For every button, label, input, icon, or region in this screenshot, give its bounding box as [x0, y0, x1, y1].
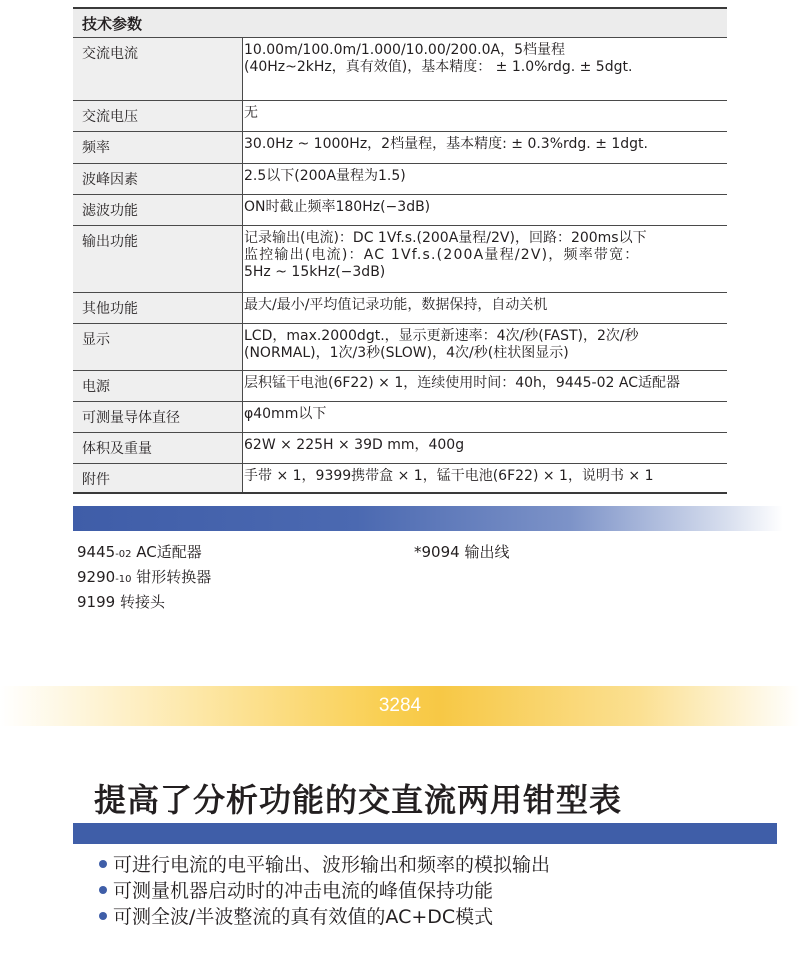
- spec-key: 交流电压: [73, 101, 243, 131]
- spec-key: 滤波功能: [73, 195, 243, 225]
- spec-value-line: ON时截止频率180Hz(−3dB): [244, 199, 431, 215]
- spec-value-line: φ40mm以下: [244, 406, 327, 422]
- spec-value: [243, 164, 727, 194]
- spec-value-line: LCD，max.2000dgt.，显示更新速率：4次/秒(FAST)，2次/秒: [244, 328, 639, 344]
- spec-value: [243, 226, 727, 292]
- spec-value-line: (40Hz~2kHz，真有效值)，基本精度： ± 1.0%rdg. ± 5dgt.: [244, 59, 633, 75]
- spec-row: [73, 463, 727, 494]
- spec-value-line: 手带 × 1，9399携带盒 × 1，锰干电池(6F22) × 1，说明书 × 1: [244, 468, 654, 484]
- feature-text: 可进行电流的电平输出、波形输出和频率的模拟输出: [113, 854, 551, 876]
- spec-table-body: [73, 37, 727, 494]
- spec-row: [73, 194, 727, 225]
- spec-value: [243, 402, 727, 432]
- spec-key: 电源: [73, 371, 243, 401]
- spec-value-line: 最大/最小/平均值记录功能，数据保持，自动关机: [244, 297, 548, 313]
- accessory-item: [77, 566, 211, 591]
- accessory-name: 输出线: [459, 543, 510, 561]
- spec-row: [73, 163, 727, 194]
- spec-row: [73, 401, 727, 432]
- bullet-icon: [99, 860, 107, 868]
- spec-table: [73, 7, 727, 494]
- spec-value: [243, 464, 727, 492]
- feature-item: [99, 852, 550, 878]
- accessory-list-right: [414, 541, 509, 566]
- accessory-name: AC适配器: [131, 543, 202, 561]
- spec-key: 频率: [73, 132, 243, 163]
- spec-key: 波峰因素: [73, 164, 243, 194]
- accessory-suffix: -10: [115, 574, 132, 585]
- accessory-suffix: -02: [115, 549, 132, 560]
- spec-key: 附件: [73, 464, 243, 492]
- spec-value: [243, 195, 727, 225]
- spec-value-line: 62W × 225H × 39D mm，400g: [244, 437, 465, 453]
- product-headline: 提高了分析功能的交直流两用钳型表: [94, 781, 623, 819]
- feature-item: [99, 878, 550, 904]
- spec-value-line: 记录输出(电流)：DC 1Vf.s.(200A量程/2V)，回路：200ms以下: [244, 230, 647, 246]
- spec-key: 可测量导体直径: [73, 402, 243, 432]
- accessory-list-left: [77, 541, 211, 616]
- spec-value-line: 5Hz ~ 15kHz(−3dB): [244, 264, 386, 280]
- spec-key: 显示: [73, 324, 243, 370]
- bullet-icon: [99, 912, 107, 920]
- spec-value-line: 监控输出(电流)：AC 1Vf.s.(200A量程/2V)，频率带宽：: [244, 247, 640, 263]
- spec-row: [73, 225, 727, 292]
- spec-value-line: (NORMAL)，1次/3秒(SLOW)，4次/秒(柱状图显示): [244, 345, 569, 361]
- spec-key: 体积及重量: [73, 433, 243, 463]
- accessory-item: [414, 541, 509, 566]
- model-band: [0, 686, 800, 726]
- spec-value-line: 2.5以下(200A量程为1.5): [244, 168, 406, 184]
- feature-list: [99, 852, 550, 930]
- spec-key: 交流电流: [73, 38, 243, 100]
- section-divider-bar: [73, 506, 783, 531]
- model-number: 3284: [378, 695, 422, 716]
- spec-value-line: 30.0Hz ~ 1000Hz，2档量程，基本精度: ± 0.3%rdg. ± 1dgt.: [244, 136, 648, 152]
- spec-value-line: 无: [244, 105, 258, 121]
- spec-row: [73, 323, 727, 370]
- accessory-code: 9290: [77, 568, 116, 586]
- feature-text: 可测量机器启动时的冲击电流的峰值保持功能: [113, 880, 494, 902]
- feature-item: [99, 904, 550, 930]
- feature-text: 可测全波/半波整流的真有效值的AC+DC模式: [113, 906, 494, 928]
- accessory-name: 钳形转换器: [131, 568, 212, 586]
- spec-row: [73, 370, 727, 401]
- spec-row: [73, 37, 727, 100]
- accessory-name: 转接头: [115, 593, 165, 611]
- spec-value: [243, 433, 727, 463]
- spec-value-line: 10.00m/100.0m/1.000/10.00/200.0A，5档量程: [244, 42, 566, 58]
- spec-row: [73, 292, 727, 323]
- accessory-code: 9445: [77, 543, 116, 561]
- spec-row: [73, 432, 727, 463]
- spec-value: [243, 371, 727, 401]
- accessory-code: 9199: [77, 593, 116, 611]
- spec-key: 输出功能: [73, 226, 243, 292]
- bullet-icon: [99, 886, 107, 894]
- spec-value: [243, 38, 727, 100]
- spec-row: [73, 100, 727, 131]
- accessory-item: [77, 541, 211, 566]
- spec-value: [243, 293, 727, 323]
- headline-underline-bar: [73, 823, 777, 844]
- accessory-code: *9094: [414, 543, 460, 561]
- spec-value: [243, 132, 727, 163]
- spec-value: [243, 101, 727, 131]
- spec-row: [73, 131, 727, 163]
- spec-value: [243, 324, 727, 370]
- spec-key: 其他功能: [73, 293, 243, 323]
- spec-value-line: 层积锰干电池(6F22) × 1，连续使用时间：40h，9445-02 AC适配器: [244, 375, 680, 391]
- accessory-item: [77, 591, 211, 616]
- spec-table-title: 技术参数: [73, 7, 727, 37]
